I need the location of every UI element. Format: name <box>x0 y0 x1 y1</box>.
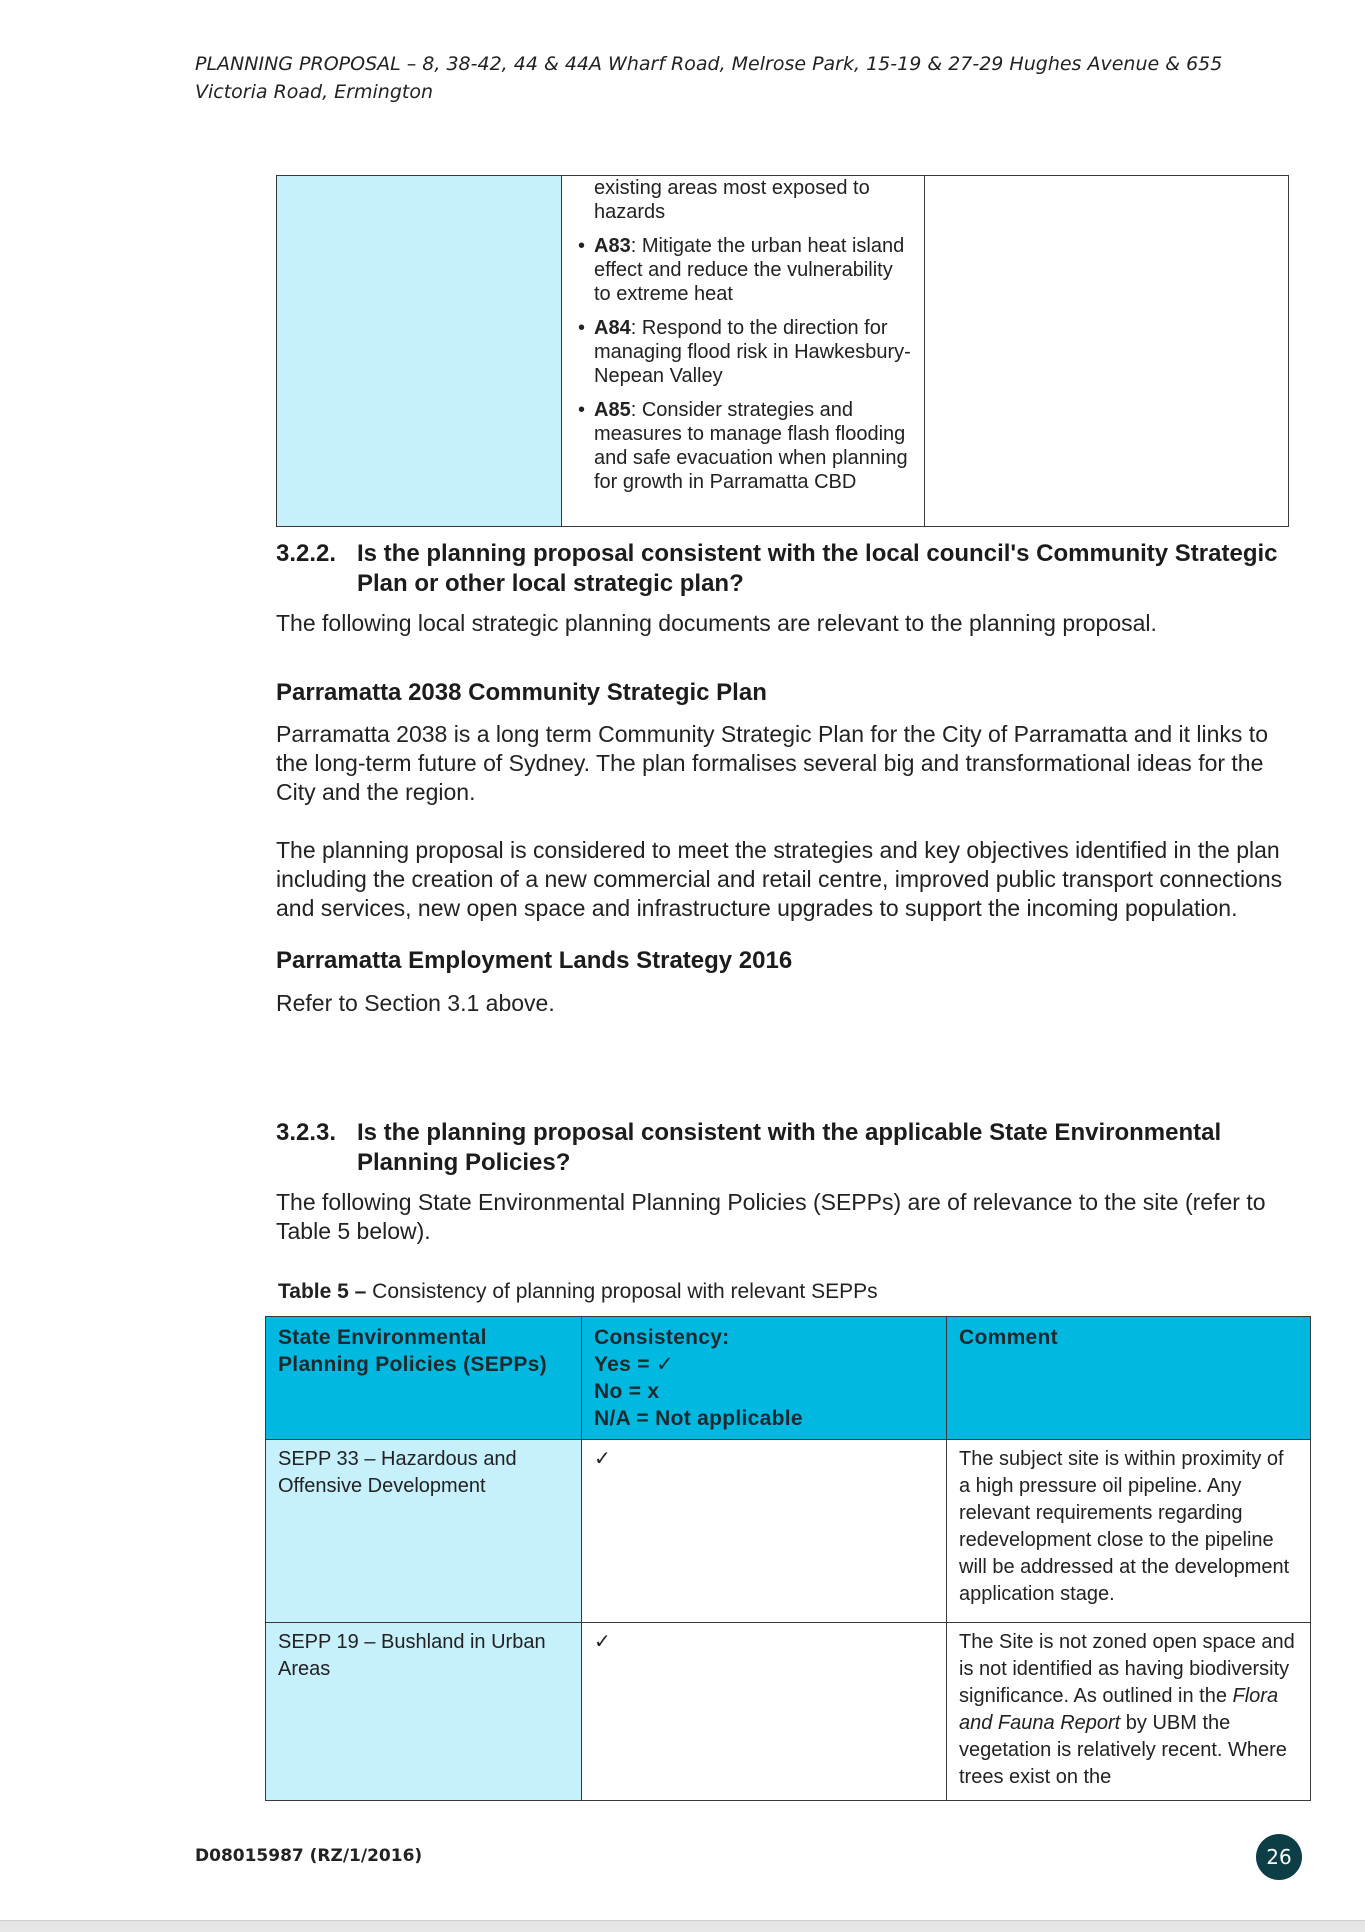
header-consistency-yes: Yes = ✓ <box>594 1353 674 1376</box>
table-caption <box>278 1278 878 1306</box>
sepp-name: SEPP 33 – Hazardous and Offensive Development <box>266 1440 582 1623</box>
header-consistency-no: No = x <box>594 1380 660 1403</box>
document-id: D08015987 (RZ/1/2016) <box>195 1846 423 1866</box>
table-row <box>266 1440 1311 1623</box>
table-row <box>266 1623 1311 1801</box>
sepp-table <box>265 1316 1311 1801</box>
csp-heading: Parramatta 2038 Community Strategic Plan <box>276 679 767 706</box>
section-heading <box>276 539 1296 599</box>
section-title: Is the planning proposal consistent with the local council's Community Strategic Plan or other local strategic plan? <box>357 540 1278 597</box>
action-code: A83 <box>594 235 631 257</box>
csp-paragraph-2: The planning proposal is considered to meet the strategies and key objectives identified in the plan including the creation of a new commercial and retail centre, improved public transport connections and services, new open space and infrastructure upgrades to support the incoming population. <box>276 837 1283 921</box>
page-header: PLANNING PROPOSAL – 8, 38-42, 44 & 44A Wharf Road, Melrose Park, 15-19 & 27-29 Hughes Avenue & 655 Victoria Road, Ermington <box>195 53 1223 103</box>
section-number: 3.2.3. <box>276 1119 337 1146</box>
report-title: Flora and Fauna Report <box>959 1685 1279 1734</box>
continuation-lead-text: existing areas most exposed to hazards <box>594 177 870 223</box>
section-intro: The following State Environmental Planning Policies (SEPPs) are of relevance to the site (refer to Table 5 below). <box>276 1189 1266 1244</box>
sepp-name: SEPP 19 – Bushland in Urban Areas <box>266 1623 582 1801</box>
csp-paragraph-1: Parramatta 2038 is a long term Community Strategic Plan for the City of Parramatta and it links to the long-term future of Sydney. The plan formalises several big and transformational ideas for the City and the region. <box>276 721 1268 805</box>
header-consistency <box>582 1317 947 1440</box>
action-text: : Respond to the direction for managing flood risk in Hawkesbury-Nepean Valley <box>594 317 911 387</box>
action-code: A85 <box>594 399 631 421</box>
action-text: : Mitigate the urban heat island effect and reduce the vulnerability to extreme heat <box>594 235 905 305</box>
continuation-table <box>276 175 1289 527</box>
page-number-badge: 26 <box>1256 1834 1302 1880</box>
header-sepp: State Environmental Planning Policies (SEPPs) <box>266 1317 582 1440</box>
section-3-2-2 <box>276 539 1296 1018</box>
action-code: A84 <box>594 317 631 339</box>
consistency-mark: ✓ <box>582 1440 947 1623</box>
section-number: 3.2.2. <box>276 540 337 567</box>
table-header-row <box>266 1317 1311 1440</box>
consistency-mark: ✓ <box>582 1623 947 1801</box>
continuation-cell-comment <box>925 176 1288 526</box>
header-consistency-title: Consistency: <box>594 1326 730 1349</box>
table-caption-label: Table 5 – <box>278 1280 367 1303</box>
section-intro: The following local strategic planning documents are relevant to the planning proposal. <box>276 610 1157 636</box>
action-item <box>578 234 914 306</box>
section-heading <box>276 1118 1296 1178</box>
els-heading: Parramatta Employment Lands Strategy 2016 <box>276 947 793 974</box>
page-bottom-edge <box>0 1920 1365 1932</box>
continuation-cell-actions <box>562 176 925 526</box>
comment: The subject site is within proximity of a high pressure oil pipeline. Any relevant requirements regarding redevelopment close to the pipeline will be addressed at the development application stage. <box>947 1440 1311 1623</box>
section-3-2-3 <box>276 1118 1296 1246</box>
table-caption-text: Consistency of planning proposal with relevant SEPPs <box>366 1280 878 1303</box>
comment <box>947 1623 1311 1801</box>
continuation-cell-label <box>277 176 562 526</box>
action-text: : Consider strategies and measures to manage flash flooding and safe evacuation when planning for growth in Parramatta CBD <box>594 399 908 493</box>
action-item <box>578 398 914 494</box>
action-item <box>578 316 914 388</box>
section-title: Is the planning proposal consistent with the applicable State Environmental Planning Policies? <box>357 1119 1222 1176</box>
comment-part: The Site is not zoned open space and is not identified as having biodiversity significance. As outlined in the <box>959 1631 1295 1707</box>
header-consistency-na: N/A = Not applicable <box>594 1407 803 1430</box>
header-comment: Comment <box>947 1317 1311 1440</box>
comment-part: by UBM the vegetation is relatively recent. Where trees exist on the <box>959 1712 1287 1788</box>
els-text: Refer to Section 3.1 above. <box>276 990 555 1016</box>
